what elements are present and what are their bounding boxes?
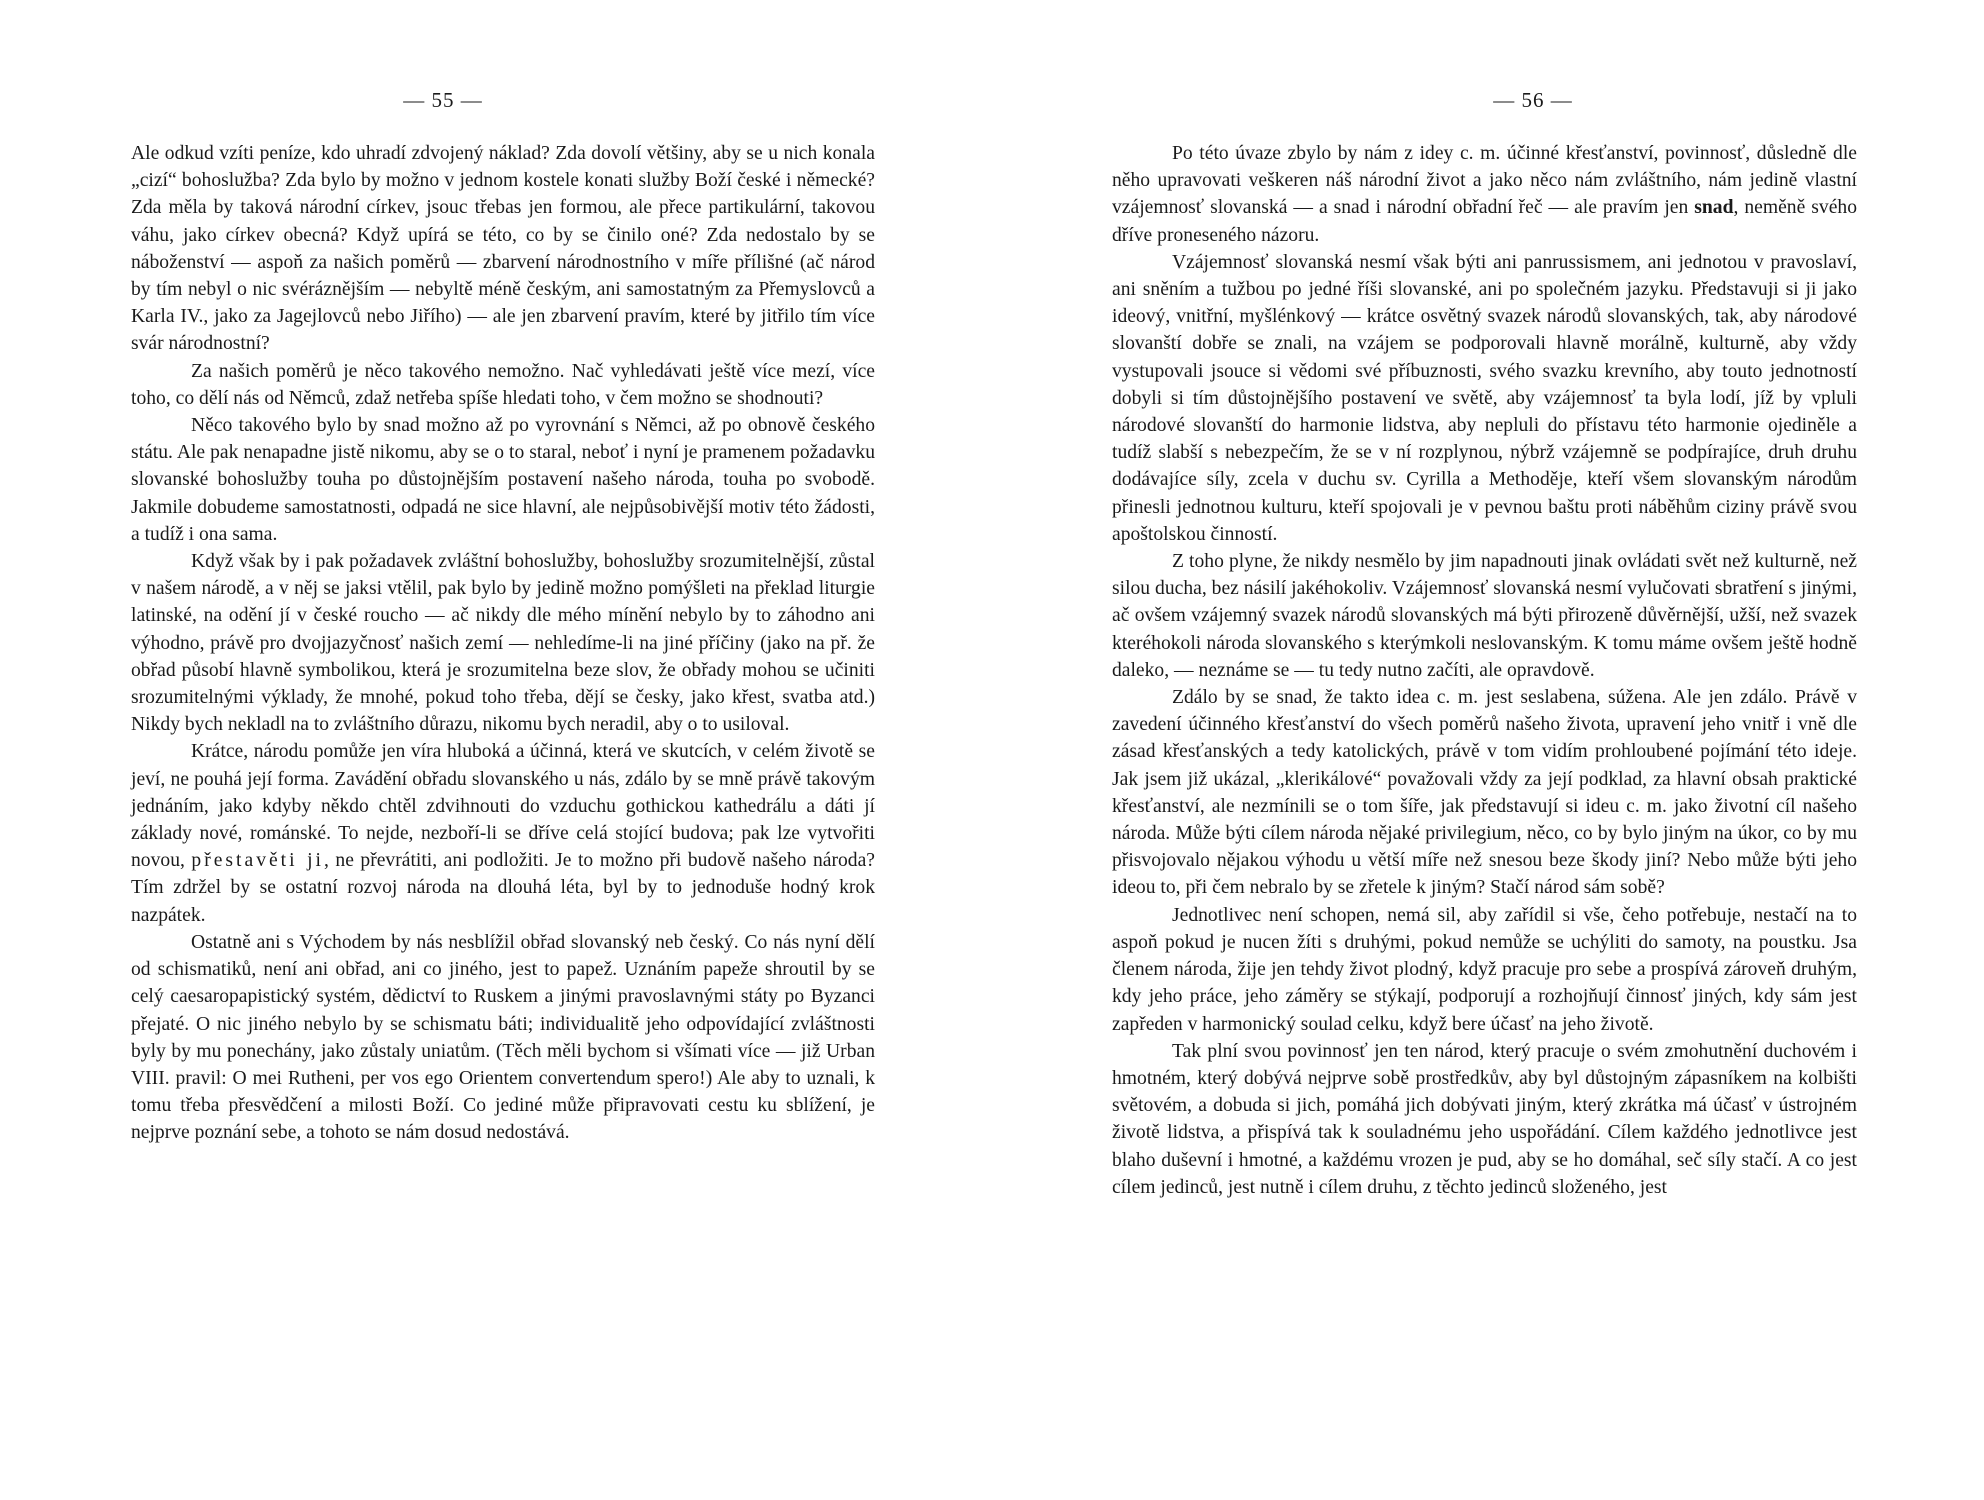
paragraph: Z toho plyne, že nikdy nesmělo by jim napadnouti jinak ovládati svět než kulturně, než silou ducha, bez násilí jakéhokoliv. Vzájemnosť slovanská nesmí vylučovati sbratření s jinými, ač ovšem vzájemný svazek národů slovanských má býti přirozeně důvěrnější, užší, než svazek kteréhokoli národa slovanského s kterýmkoli neslovanským. K tomu máme ovšem ještě hodně daleko, — neznáme se — tu tedy nutno začíti, ale opravdově. (1112, 551, 1857, 681)
paragraph: Zdálo by se snad, že takto idea c. m. jest seslabena, súžena. Ale jen zdálo. Právě v zavedení účinného křesťanství do všech poměrů našeho života, upravení jeho vnitř i vně dle zásad křesťanských a tedy katolických, právě v tom vidím prohloubené pojímání této ideje. Jak jsem již ukázal, „klerikálové“ považovali vždy za její podklad, za hlavní obsah praktické křesťanství, ale nezmínili se o tom šíře, jak představují si ideu c. m. jako životní cíl našeho národa. Může býti cílem národa nějaké privilegium, něco, co by bylo jiným na úkor, co by mu přisvojovalo nějakou výhodu u větší míře než snesou beze škody jiní? Nebo může býti jeho ideou to, při čem nebralo by se zřetele k jiným? Stačí národ sám sobě? (1112, 687, 1857, 899)
paragraph: Jednotlivec není schopen, nemá sil, aby zařídil si vše, čeho potřebuje, nestačí na to aspoň pokud je nucen žíti s druhými, pokud nemůže se uchýliti do samoty, na poustku. Jsa členem národa, žije jen tehdy život plodný, když pracuje pro sebe a prospívá zároveň druhým, kdy jeho práce, jeho záměry se stýkají, podporují a rozhojňují činnosť jiných, kdy sám jest zapředen v harmonický soulad celku, když bere účasť na jeho životě. (1112, 904, 1857, 1035)
paragraph: Za našich poměrů je něco takového nemožno. Nač vyhledávati ještě více mezí, více toho, co dělí nás od Němců, zdaž netřeba spíše hledati toho, v čem možno se shodnouti? (131, 360, 875, 409)
paragraph (1112, 140, 1857, 249)
right-text-column (1112, 140, 1857, 1201)
paragraph-text: Po této úvaze zbylo by nám z idey c. m. účinné křesťanství, povinnosť, důsledně dle něho upravovati veškeren náš národní život a jako něco nám zvláštního, nám jedině vlastní vzájemnosť slovanská — a snad i národní obřadní řeč — ale pravím jen (1112, 143, 1857, 219)
right-page (992, 0, 1984, 1500)
paragraph: Vzájemnosť slovanská nesmí však býti ani panrussismem, ani jednotou v pravoslaví, ani sněním a tužbou po jedné říši slovanské, ani po společném jazyku. Představuji si ji jako ideový, vnitřní, myšlénkový — krátce osvětný svazek národů slovanských, tak, aby národové slovanští dobře se znali, na vzájem se podporovali hlavně morálně, kulturně, aby vždy vystupovali jsouce si vědomi své příbuznosti, svého svazku krevního, aby touto jednotností dobyli si tím důstojnějšího postavení ve světě, aby vzájemnosť ta byla lodí, jíž by vpluli národové slovanští do harmonie lidstva, aby nepluli do přístavu této harmonie ojediněle a tudíž slabší s nebezpečím, že se v ní rozplynou, nýbrž vzájemně se podpírajíce, druh druhu dodávajíce síly, zcela v duchu sv. Cyrilla a Methoděje, kteří všem slovanským národům přinesli jednotnou kulturu, kteří spojovali je v pevnou baštu proti náběhům ciziny právě svou apoštolskou činností. (1112, 251, 1857, 545)
paragraph: Ostatně ani s Východem by nás nesblížil obřad slovanský neb český. Co nás nyní dělí od schismatiků, není ani obřad, ani co jiného, jest to papež. Uznáním papeže shroutil by se celý caesaropapistický systém, dědictví to Ruskem a jinými pravoslavnými státy po Byzanci přejaté. O nic jiného nebylo by se schismatu báti; individualitě jeho odpovídající zvláštnosti byly by mu ponechány, jako zůstaly uniatům. (Těch měli bychom si všímati více — již Urban VIII. pravil: O mei Rutheni, per vos ego Orientem convertendum spero!) Ale aby to uznali, k tomu třeba přesvědčení a milosti Boží. Co jediné může připravovati cestu ku sblížení, je nejprve poznání sebe, a tohoto se nám dosud nedostává. (131, 931, 875, 1144)
left-text-column (131, 140, 875, 1147)
paragraph: Tak plní svou povinnosť jen ten národ, který pracuje o svém zmohutnění duchovém i hmotném, který dobývá nejprve sobě prostředkův, aby byl důstojným zápasníkem na kolbišti světovém, a dobuda si jich, pomáhá jich dobývati jiným, který zkrátka má účasť v ústrojném životě lidstva, a přispívá tak k souladnému jeho uspořádání. Cílem každého jednotlivce jest blaho duševní i hmotné, a každému vrozen je pud, aby se ho domáhal, seč síly stačí. A co jest cílem jedinců, jest nutně i cílem druhu, z těchto jedinců složeného, jest (1112, 1040, 1857, 1198)
paragraph-text: , ne převrátiti, ani podložiti. Je to možno při budově našeho národa? Tím zdržel by se ostatní rozvoj národa na dlouhá léta, byl by to jednoduše hodný krok nazpátek. (131, 850, 875, 926)
paragraph: Když však by i pak požadavek zvláštní bohoslužby, bohoslužby srozumitelnější, zůstal v našem národě, a v něj se jaksi vtělil, pak bylo by jedině možno pomýšleti na překlad liturgie latinské, na odění jí v české roucho — ač nikdy dle mého mínění nebylo by to záhodno ani výhodno, právě pro dvojjazyčnosť našich zemí — nehledíme-li na jiné příčiny (jako na př. že obřad působí hlavně symbolikou, která je srozumitelna beze slov, že obřady mohou se učiniti srozumitelnými výklady, že mnohé, pokud toho třeba, dějí se česky, jako křest, svatba atd.) Nikdy bych nekladl na to zvláštního důrazu, nikomu bych neradil, aby o to usiloval. (131, 551, 875, 736)
page-number-right: — 56 — (1493, 88, 1573, 112)
paragraph-text: Krátce, národu pomůže jen víra hluboká a účinná, která ve skutcích, v celém životě se jeví, ne pouhá její forma. Zavádění obřadu slovanského u nás, zdálo by se mně právě takovým jednáním, jako kdyby někdo chtěl zdvihnouti do vzduchu gothickou kathedrálu a dáti jí základy nové, románské. To nejde, nezboří-li se dříve celá stojící budova; pak lze vytvořiti novou, (131, 741, 875, 872)
paragraph: Něco takového bylo by snad možno až po vyrovnání s Němci, až po obnově českého státu. Ale pak nenapadne jistě nikomu, aby se o to staral, neboť i nyní je pramenem požadavku slovanské bohoslužby touha po důstojnějším postavení našeho národa, touha po svobodě. Jakmile dobudeme samostatnosti, odpadá ne sice hlavní, ale nejpůsobivější motiv této žádosti, a tudíž i ona sama. (131, 415, 875, 545)
page-number-left: — 55 — (403, 88, 483, 112)
emphasized-text: přestavěti ji (191, 850, 324, 872)
paragraph: Ale odkud vzíti peníze, kdo uhradí zdvojený náklad? Zda dovolí většiny, aby se u nich konala „cizí“ bohoslužba? Zda bylo by možno v jednom kostele konati služby Boží české i německé? Zda měla by taková národní církev, jsouc třebas jen formou, ale přece partikulární, takovou váhu, jako církev obecná? Když upírá se této, co by se činilo oné? Zda nedostalo by se náboženství — aspoň za našich poměrů — zbarvení národnostního v míře přílišné (ač národ by tím nebyl o nic svéráznějším — nebyltě méně českým, ani samostatným za Přemyslovců a Karla IV., jako za Jagejlovců nebo Jiřího) — ale jen zbarvení pravím, které by jitřilo tím více svár národnostní? (131, 143, 875, 355)
paragraph (131, 738, 875, 928)
bold-text: snad (1694, 197, 1734, 219)
paragraph-text: , neměně svého dříve proneseného názoru. (1112, 197, 1857, 246)
